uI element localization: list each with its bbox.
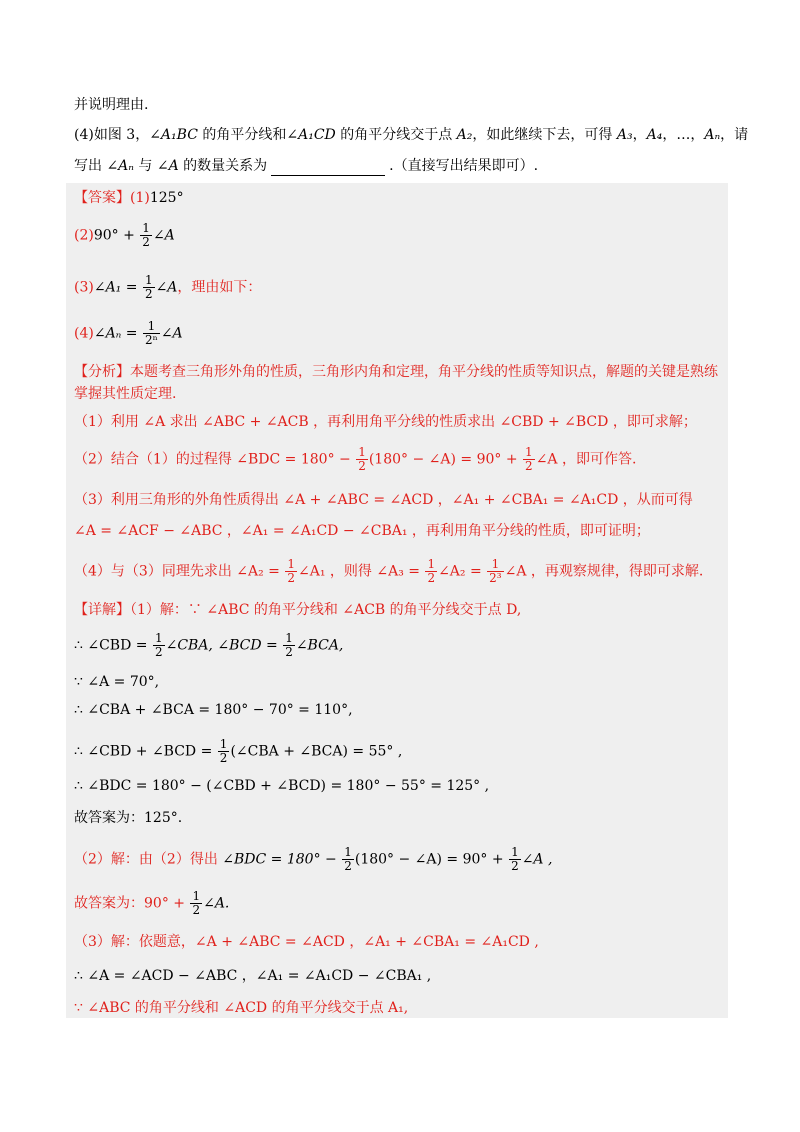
analysis-step-1: （1）利用 ∠A 求出 ∠ABC + ∠ACB ，再利用角平分线的性质求出 ∠CBD + ∠BCD ，即可求解； [74, 414, 697, 430]
question-line-3: 写出 ∠Aₙ 与 ∠A 的数量关系为 .（直接写出结果即可）. [74, 158, 539, 174]
analysis-step-4: （4）与（3）同理先求出 ∠A₂ = $\frac{1}{2}$ ∠A₁ ，则得 ∠A₃ = $\frac{1}{2}$ ∠A₂ = $\frac{1}{\text{2³}}$ ∠A ，再观察规律，得即可求解. [74, 557, 704, 585]
answer-line-2: (2)90° + $\frac{1}{2}$ ∠A [74, 221, 175, 249]
fraction-half: $\frac{1}{2}$ [287, 557, 295, 585]
fraction-half: $\frac{1}{2}$ [144, 273, 153, 301]
fraction-half: $\frac{1}{2}$ [358, 445, 366, 473]
fraction-half: $\frac{1}{2}$ [285, 631, 293, 659]
analysis-step-3b: ∠A = ∠ACF − ∠ABC ，∠A₁ = ∠A₁CD − ∠CBA₁ ，再利用角平分线的性质，即可证明； [74, 523, 650, 539]
analysis-step-2: （2）结合（1）的过程得 ∠BDC = 180° − $\frac{1}{2}$ (180° − ∠A) = 90° + $\frac{1}{2}$ ∠A ，即可作答. [74, 445, 637, 473]
analysis-line-2: 掌握其性质定理. [74, 386, 177, 402]
detail-line-1: 【详解】（1）解：∵ ∠ABC 的角平分线和 ∠ACB 的角平分线交于点 D, [74, 602, 522, 618]
fraction-half: $\frac{1}{2}$ [192, 889, 201, 917]
detail-line-6: ∴ ∠BDC = 180° − (∠CBD + ∠BCD) = 180° − 55° = 125° , [74, 778, 490, 794]
detail-line-8: （2）解：由（2）得出 ∠BDC = 180° − $\frac{1}{2}$ (180° − ∠A) = 90° + $\frac{1}{2}$ ∠A , [74, 845, 553, 873]
fraction-half: $\frac{1}{2}$ [219, 737, 228, 765]
detail-line-10: （3）解：依题意，∠A + ∠ABC = ∠ACD ，∠A₁ + ∠CBA₁ = ∠A₁CD , [74, 934, 539, 950]
analysis-step-3: （3）利用三角形的外角性质得出 ∠A + ∠ABC = ∠ACD ，∠A₁ + ∠CBA₁ = ∠A₁CD ，从而可得 [74, 492, 693, 508]
answer-line-3: (3)∠A₁ = $\frac{1}{2}$ ∠A，理由如下： [74, 273, 262, 301]
fraction-half: $\frac{1}{2}$ [142, 221, 150, 249]
analysis-line-1: 【分析】本题考查三角形外角的性质，三角形内角和定理，角平分线的性质等知识点，解题的关键是熟练 [74, 364, 718, 380]
fraction-half: $\frac{1}{2}$ [427, 557, 436, 585]
fraction-half: $\frac{1}{2}$ [511, 845, 519, 873]
fraction-half: $\frac{1}{2}$ [344, 845, 352, 873]
question-line-1: 并说明理由. [74, 97, 149, 113]
detail-line-3: ∵ ∠A = 70°, [74, 674, 160, 690]
detail-line-2: ∴ ∠CBD = $\frac{1}{2}$ ∠CBA, ∠BCD = $\frac{1}{2}$ ∠BCA, [74, 631, 344, 659]
answer-line-4: (4)∠Aₙ = $\frac{1}{\text{2ⁿ}}$ ∠A [74, 319, 183, 347]
detail-line-9: 故答案为：90° + $\frac{1}{2}$ ∠A. [74, 889, 230, 917]
question-line-2: (4)如图 3，∠A₁BC 的角平分线和∠A₁CD 的角平分线交于点 A₂，如此继续下去，可得 A₃，A₄，…，Aₙ，请 [74, 127, 749, 143]
detail-line-5: ∴ ∠CBD + ∠BCD = $\frac{1}{2}$ (∠CBA + ∠BCA) = 55° , [74, 737, 403, 765]
detail-line-7: 故答案为：125°. [74, 810, 183, 826]
detail-line-12: ∵ ∠ABC 的角平分线和 ∠ACD 的角平分线交于点 A₁, [74, 1000, 409, 1016]
answer-line-1: 【答案】(1)125° [74, 190, 184, 206]
fraction-half: $\frac{1}{2}$ [154, 631, 163, 659]
fraction-cube: $\frac{1}{\text{2³}}$ [489, 557, 502, 585]
fraction-half: $\frac{1}{2}$ [525, 445, 533, 473]
detail-line-11: ∴ ∠A = ∠ACD − ∠ABC ，∠A₁ = ∠A₁CD − ∠CBA₁ , [74, 968, 432, 984]
answer-blank [271, 161, 385, 176]
fraction-power: $\frac{1}{\text{2ⁿ}}$ [145, 319, 158, 347]
detail-line-4: ∴ ∠CBA + ∠BCA = 180° − 70° = 110°, [74, 702, 353, 718]
